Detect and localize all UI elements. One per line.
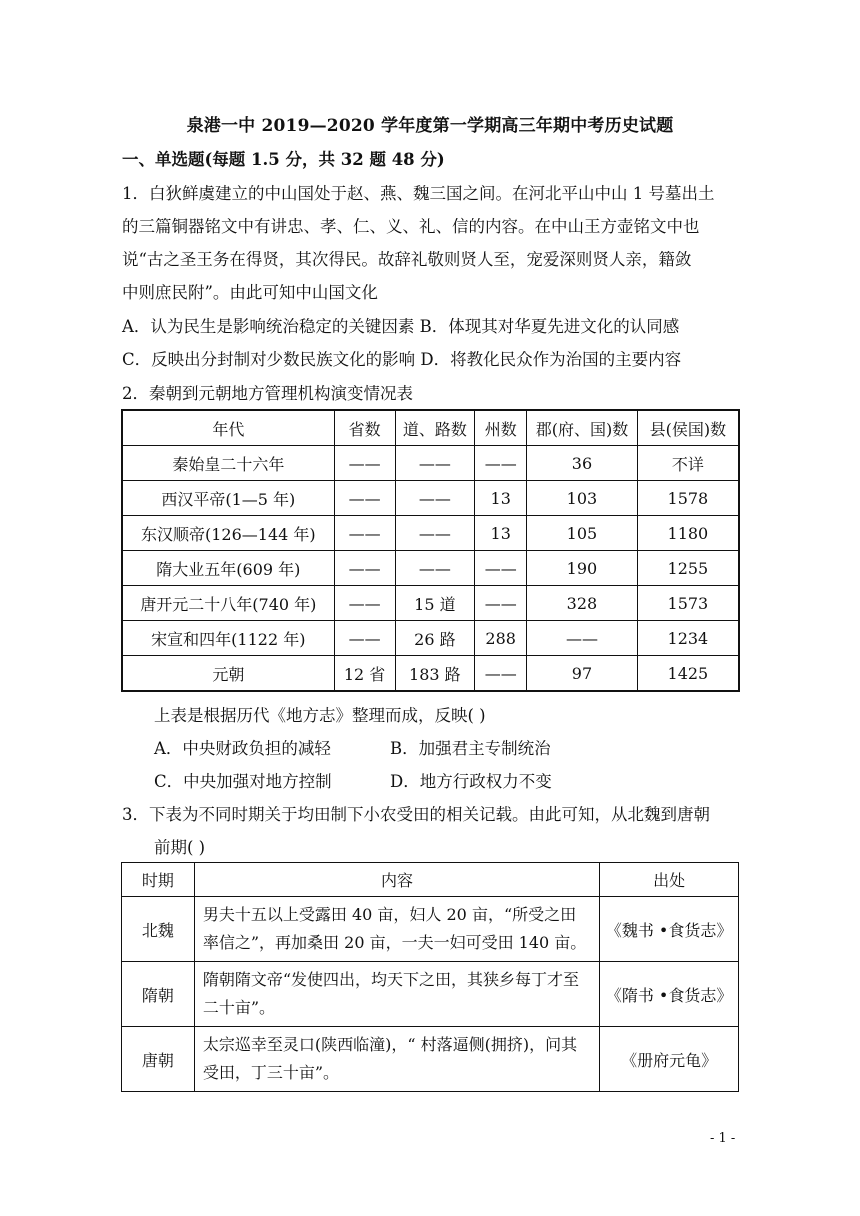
table-cell: 15 道: [395, 586, 475, 621]
q2-option-a: A．中央财政负担的减轻: [154, 739, 331, 758]
table-cell: 1180: [637, 516, 739, 551]
table-cell: ——: [395, 481, 475, 516]
table-cell: 1425: [637, 656, 739, 692]
table-cell: ——: [527, 621, 638, 656]
table-cell: 元朝: [122, 656, 334, 692]
land-allocation-table: [121, 862, 739, 1092]
table-cell: 《魏书 •食货志》: [600, 897, 739, 962]
table-cell: 唐开元二十八年(740 年): [122, 586, 334, 621]
table-cell: 北魏: [122, 897, 195, 962]
table-cell: 190: [527, 551, 638, 586]
table-cell: ——: [334, 516, 395, 551]
header-cell: 年代: [122, 410, 334, 446]
table-cell: 男夫十五以上受露田 40 亩，妇人 20 亩，“所受之田率信之”，再加桑田 20 亩，一夫一妇可受田 140 亩。: [194, 897, 599, 962]
table-cell: 《册府元龟》: [600, 1027, 739, 1092]
table-row: [122, 481, 739, 516]
header-cell: 省数: [334, 410, 395, 446]
table-row: [122, 446, 739, 481]
table-cell: ——: [395, 446, 475, 481]
table-cell: 太宗巡幸至灵口(陕西临潼)，“ 村落逼侧(拥挤)，问其受田，丁三十亩”。: [194, 1027, 599, 1092]
q2-stem: 2．秦朝到元朝地方管理机构演变情况表: [122, 384, 413, 403]
table-cell: 12 省: [334, 656, 395, 692]
table-cell: ——: [395, 551, 475, 586]
table-cell: 13: [475, 481, 527, 516]
table-row: [122, 586, 739, 621]
header-cell: 时期: [122, 863, 195, 897]
table-cell: ——: [334, 621, 395, 656]
q1-line-3: 说“古之圣王务在得贤，其次得民。故辞礼敬则贤人至，宠爱深则贤人亲，籍敛: [122, 250, 692, 269]
table-row: [122, 551, 739, 586]
table-header-row: [122, 410, 739, 446]
header-cell: 郡(府、国)数: [527, 410, 638, 446]
table-cell: ——: [475, 551, 527, 586]
table-cell: ——: [334, 481, 395, 516]
table-cell: 36: [527, 446, 638, 481]
table-cell: ——: [395, 516, 475, 551]
table-cell: 288: [475, 621, 527, 656]
table-cell: 1578: [637, 481, 739, 516]
page-number: - 1 -: [710, 1131, 736, 1146]
q2-option-b: B．加强君主专制统治: [390, 739, 551, 758]
table-cell: 秦始皇二十六年: [122, 446, 334, 481]
table-cell: ——: [334, 551, 395, 586]
header-cell: 县(侯国)数: [637, 410, 739, 446]
table-row: [122, 656, 739, 692]
q2-option-c: C．中央加强对地方控制: [154, 772, 332, 791]
table-cell: 1234: [637, 621, 739, 656]
q3-stem-line-2: 前期( ): [154, 838, 206, 857]
q1-line-2: 的三篇铜器铭文中有讲忠、孝、仁、义、礼、信的内容。在中山王方壶铭文中也: [122, 217, 700, 236]
table-row: [122, 962, 739, 1027]
table-cell: ——: [475, 656, 527, 692]
header-cell: 出处: [600, 863, 739, 897]
header-cell: 内容: [194, 863, 599, 897]
table-cell: 1573: [637, 586, 739, 621]
header-cell: 州数: [475, 410, 527, 446]
q1-options-ab: A．认为民生是影响统治稳定的关键因素 B．体现其对华夏先进文化的认同感: [122, 317, 680, 336]
q2-option-d: D．地方行政权力不变: [390, 772, 552, 791]
table-cell: 唐朝: [122, 1027, 195, 1092]
q1-line-4: 中则庶民附”。由此可知中山国文化: [122, 283, 378, 302]
q1-line-1: 1．白狄鲜虞建立的中山国处于赵、燕、魏三国之间。在河北平山中山 1 号墓出土: [122, 184, 715, 203]
table-cell: ——: [475, 586, 527, 621]
table-row: [122, 897, 739, 962]
q1-options-cd: C．反映出分封制对少数民族文化的影响 D．将教化民众作为治国的主要内容: [122, 350, 682, 369]
table-cell: ——: [475, 446, 527, 481]
table-cell: 105: [527, 516, 638, 551]
table-cell: 隋朝: [122, 962, 195, 1027]
q2-after-table: 上表是根据历代《地方志》整理而成，反映( ): [154, 706, 486, 725]
header-cell: 道、路数: [395, 410, 475, 446]
table-header-row: [122, 863, 739, 897]
table-cell: ——: [334, 446, 395, 481]
section-heading: 一、单选题(每题 1.5 分，共 32 题 48 分): [122, 150, 445, 169]
exam-title: 泉港一中 2019—2020 学年度第一学期高三年期中考历史试题: [186, 116, 674, 136]
table-cell: 不详: [637, 446, 739, 481]
table-row: [122, 516, 739, 551]
table-cell: 183 路: [395, 656, 475, 692]
table-cell: 东汉顺帝(126—144 年): [122, 516, 334, 551]
table-cell: 隋朝隋文帝“发使四出，均天下之田，其狭乡每丁才至二十亩”。: [194, 962, 599, 1027]
table-cell: ——: [334, 586, 395, 621]
table-row: [122, 621, 739, 656]
table-cell: 328: [527, 586, 638, 621]
table-cell: 西汉平帝(1—5 年): [122, 481, 334, 516]
table-row: [122, 1027, 739, 1092]
table-cell: 宋宣和四年(1122 年): [122, 621, 334, 656]
table-cell: 97: [527, 656, 638, 692]
table-cell: 103: [527, 481, 638, 516]
table-cell: 26 路: [395, 621, 475, 656]
admin-evolution-table: [121, 409, 740, 692]
table-cell: 1255: [637, 551, 739, 586]
table-cell: 13: [475, 516, 527, 551]
q3-stem-line-1: 3．下表为不同时期关于均田制下小农受田的相关记载。由此可知，从北魏到唐朝: [122, 805, 710, 824]
table-cell: 隋大业五年(609 年): [122, 551, 334, 586]
table-cell: 《隋书 •食货志》: [600, 962, 739, 1027]
